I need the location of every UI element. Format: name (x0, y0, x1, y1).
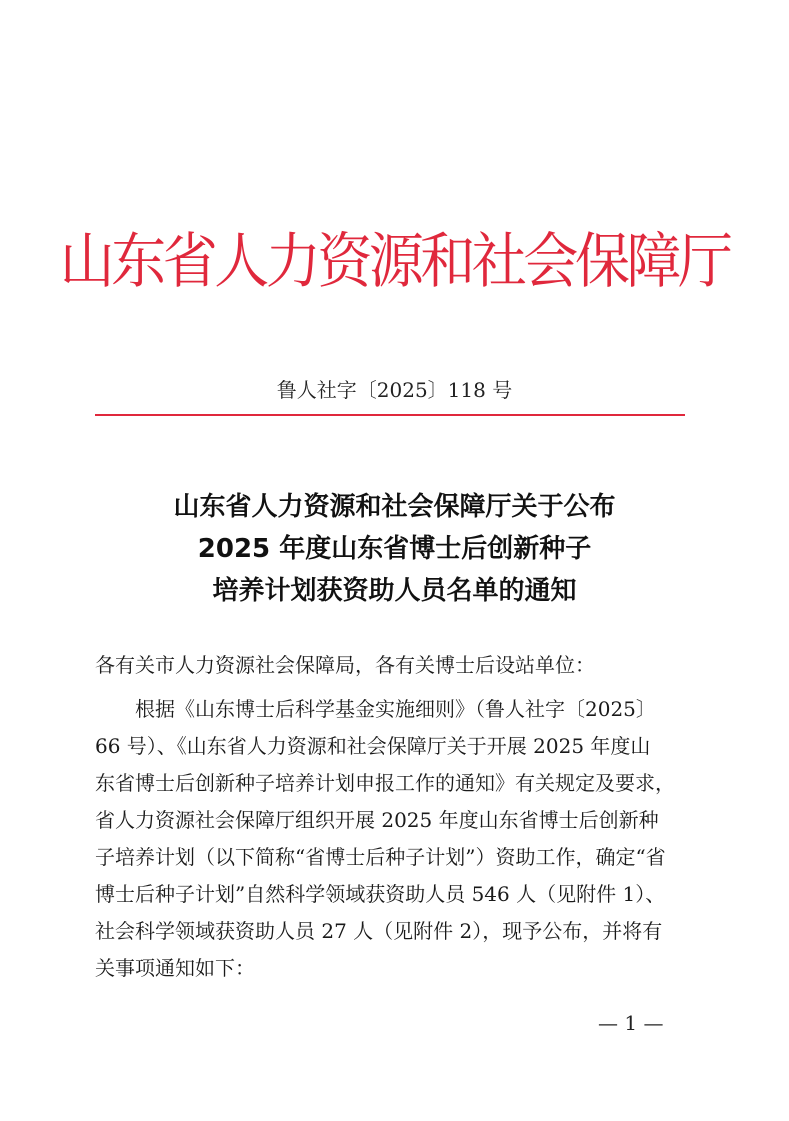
red-divider-line (95, 414, 685, 416)
body-line: 社会科学领域获资助人员 27 人（见附件 2），现予公布，并将有 (95, 919, 663, 943)
page-number: — 1 — (598, 1011, 664, 1035)
body-line: 东省博士后创新种子培养计划申报工作的通知》有关规定及要求， (95, 771, 675, 795)
body-line: 根据《山东博士后科学基金实施细则》（鲁人社字〔2025〕 (135, 697, 656, 721)
issuer-header-title: 山东省人力资源和社会保障厅 (59, 227, 730, 297)
notice-title-line-3: 培养计划获资助人员名单的通知 (212, 576, 577, 606)
body-line: 省人力资源社会保障厅组织开展 2025 年度山东省博士后创新种 (95, 808, 659, 832)
document-number: 鲁人社字〔2025〕118 号 (276, 378, 513, 402)
notice-title-line-1: 山东省人力资源和社会保障厅关于公布 (173, 492, 616, 522)
salutation: 各有关市人力资源社会保障局，各有关博士后设站单位： (95, 653, 595, 677)
body-line: 66 号）、《山东省人力资源和社会保障厅关于开展 2025 年度山 (95, 734, 651, 758)
notice-title-line-2: 2025 年度山东省博士后创新种子 (197, 534, 592, 564)
body-line: 关事项通知如下： (95, 956, 255, 980)
body-line: 博士后种子计划”自然科学领域获资助人员 546 人（见附件 1）、 (95, 882, 666, 906)
body-paragraph (95, 691, 695, 987)
body-line: 子培养计划（以下简称“省博士后种子计划”）资助工作，确定“省 (95, 845, 666, 869)
notice-title (0, 486, 789, 612)
